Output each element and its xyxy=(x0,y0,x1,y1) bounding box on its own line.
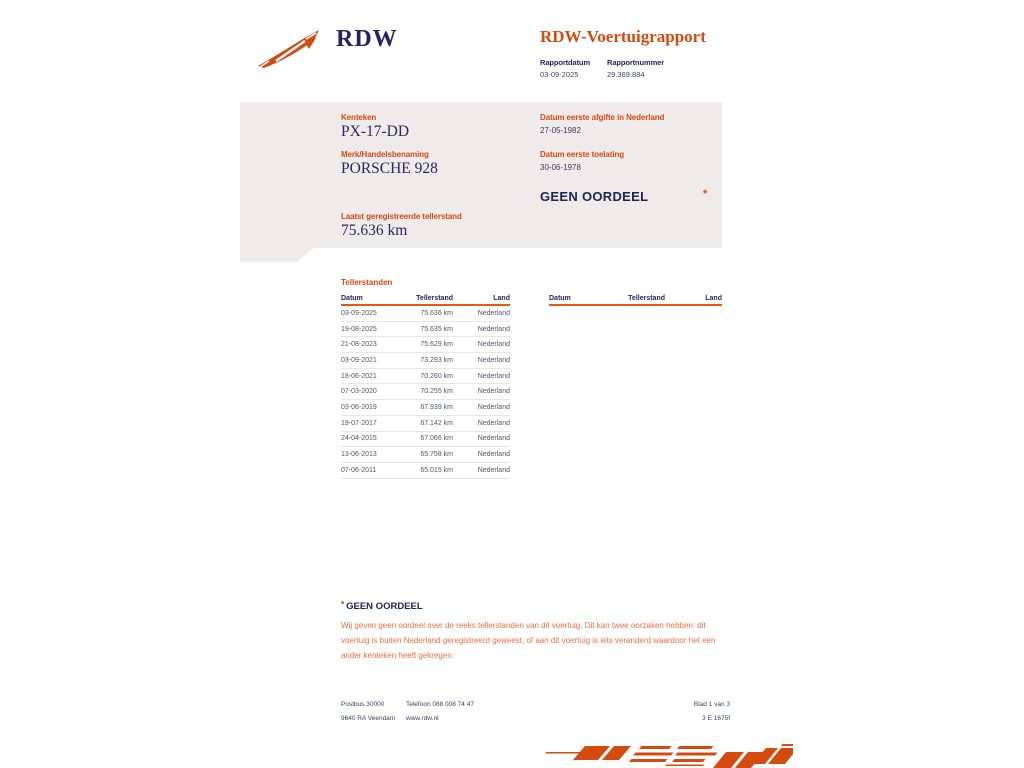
footer-phone: Telefoon 088 008 74 47 xyxy=(406,701,474,708)
table-row xyxy=(341,400,510,416)
footnote-body: Wij geven geen oordeel over de reeks tellerstanden van dit voertuig. Dit kan twee oorzaken hebben: dit voertuig is buiten Nederland geregistreerd geweest, of aan dit voertuig is iets veranderd waardoor het een ander kenteken heeft gekregen. xyxy=(341,621,716,660)
footnote-title xyxy=(341,600,423,612)
cell-stand: 67.939 km xyxy=(420,403,453,411)
cell-stand: 67.066 km xyxy=(420,435,453,443)
col-header-tellerstand: Tellerstand xyxy=(628,295,665,302)
cell-land: Nederland xyxy=(477,325,510,333)
tellerstand-label: Laatst geregistreerde tellerstand xyxy=(341,212,462,221)
meters-section-title: Tellerstanden xyxy=(341,278,393,287)
cell-stand: 67.142 km xyxy=(420,419,453,427)
table-row xyxy=(341,384,510,400)
cell-datum: 07-03-2020 xyxy=(341,388,377,396)
col-header-datum: Datum xyxy=(549,295,571,302)
cell-stand: 73.293 km xyxy=(420,356,453,364)
footer-address-line1: Postbus 30000 xyxy=(341,701,385,708)
col-header-datum: Datum xyxy=(341,295,363,302)
report-title: RDW-Voertuigrapport xyxy=(540,27,706,46)
cell-stand: 75.636 km xyxy=(420,309,453,317)
table-row xyxy=(341,416,510,432)
report-number-value: 29.369.884 xyxy=(607,70,645,79)
cell-datum: 21-08-2023 xyxy=(341,341,377,349)
verdict-asterisk: * xyxy=(703,188,708,200)
merk-label: Merk/Handelsbenaming xyxy=(341,150,429,159)
cell-datum: 19-07-2017 xyxy=(341,419,377,427)
kenteken-label: Kenteken xyxy=(341,113,377,122)
cell-datum: 07-06-2011 xyxy=(341,466,377,474)
col-header-tellerstand: Tellerstand xyxy=(416,295,453,302)
verdict-text: GEEN OORDEEL xyxy=(540,189,649,204)
toelating-label: Datum eerste toelating xyxy=(540,150,625,159)
cell-stand: 65.015 km xyxy=(420,466,453,474)
col-header-land: Land xyxy=(705,295,722,302)
table-row xyxy=(341,306,510,322)
cell-datum: 19-08-2025 xyxy=(341,325,377,333)
cell-land: Nederland xyxy=(477,309,510,317)
footer-website: www.rdw.nl xyxy=(406,715,439,722)
table-row xyxy=(341,447,510,463)
report-number-label: Rapportnummer xyxy=(607,58,665,67)
footer-form-code: 3 E 1675f xyxy=(702,715,730,722)
panel-corner-tab xyxy=(240,248,314,262)
col-header-land: Land xyxy=(493,295,510,302)
table-row xyxy=(341,322,510,338)
afgifte-value: 27-05-1982 xyxy=(540,126,581,135)
vehicle-summary-panel xyxy=(240,102,722,248)
cell-stand: 65.758 km xyxy=(420,451,453,459)
table-row xyxy=(341,463,510,479)
cell-land: Nederland xyxy=(477,356,510,364)
footnote-title-text: GEEN OORDEEL xyxy=(346,601,423,612)
cell-land: Nederland xyxy=(477,451,510,459)
cell-datum: 03-06-2019 xyxy=(341,403,377,411)
cell-stand: 70.255 km xyxy=(420,388,453,396)
cell-land: Nederland xyxy=(477,388,510,396)
cell-land: Nederland xyxy=(477,403,510,411)
rdw-stripe-motif-icon xyxy=(545,744,793,768)
afgifte-label: Datum eerste afgifte in Nederland xyxy=(540,113,665,122)
meter-table-left xyxy=(341,290,510,479)
toelating-value: 30-06-1978 xyxy=(540,163,581,172)
cell-datum: 24-04-2015 xyxy=(341,435,377,443)
cell-land: Nederland xyxy=(477,419,510,427)
rdw-wordmark: RDW xyxy=(336,26,398,52)
cell-datum: 18-06-2021 xyxy=(341,372,377,380)
cell-stand: 75.629 km xyxy=(420,341,453,349)
footnote-asterisk: * xyxy=(341,600,345,609)
report-date-value: 03-09-2025 xyxy=(540,70,579,79)
cell-land: Nederland xyxy=(477,341,510,349)
cell-stand: 75.635 km xyxy=(420,325,453,333)
merk-value: PORSCHE 928 xyxy=(341,160,438,177)
table-row xyxy=(341,369,510,385)
table-row xyxy=(341,337,510,353)
cell-datum: 13-06-2013 xyxy=(341,451,377,459)
footer-address-line2: 9640 RA Veendam xyxy=(341,715,396,722)
table-row xyxy=(341,353,510,369)
kenteken-value: PX-17-DD xyxy=(341,123,410,140)
footer-page-number: Blad 1 van 3 xyxy=(693,701,730,708)
cell-land: Nederland xyxy=(477,435,510,443)
table-row xyxy=(341,432,510,448)
tellerstand-value: 75.636 km xyxy=(341,222,408,239)
cell-land: Nederland xyxy=(477,466,510,474)
meter-table-header xyxy=(341,290,510,306)
report-date-label: Rapportdatum xyxy=(540,58,591,67)
meter-table-right xyxy=(549,290,722,306)
cell-land: Nederland xyxy=(477,372,510,380)
meter-rows-left xyxy=(341,306,510,479)
cell-datum: 03-09-2025 xyxy=(341,309,377,317)
rdw-wing-logo-icon xyxy=(256,28,332,70)
cell-stand: 70.260 km xyxy=(420,372,453,380)
meter-table-header xyxy=(549,290,722,306)
cell-datum: 03-09-2021 xyxy=(341,356,377,364)
